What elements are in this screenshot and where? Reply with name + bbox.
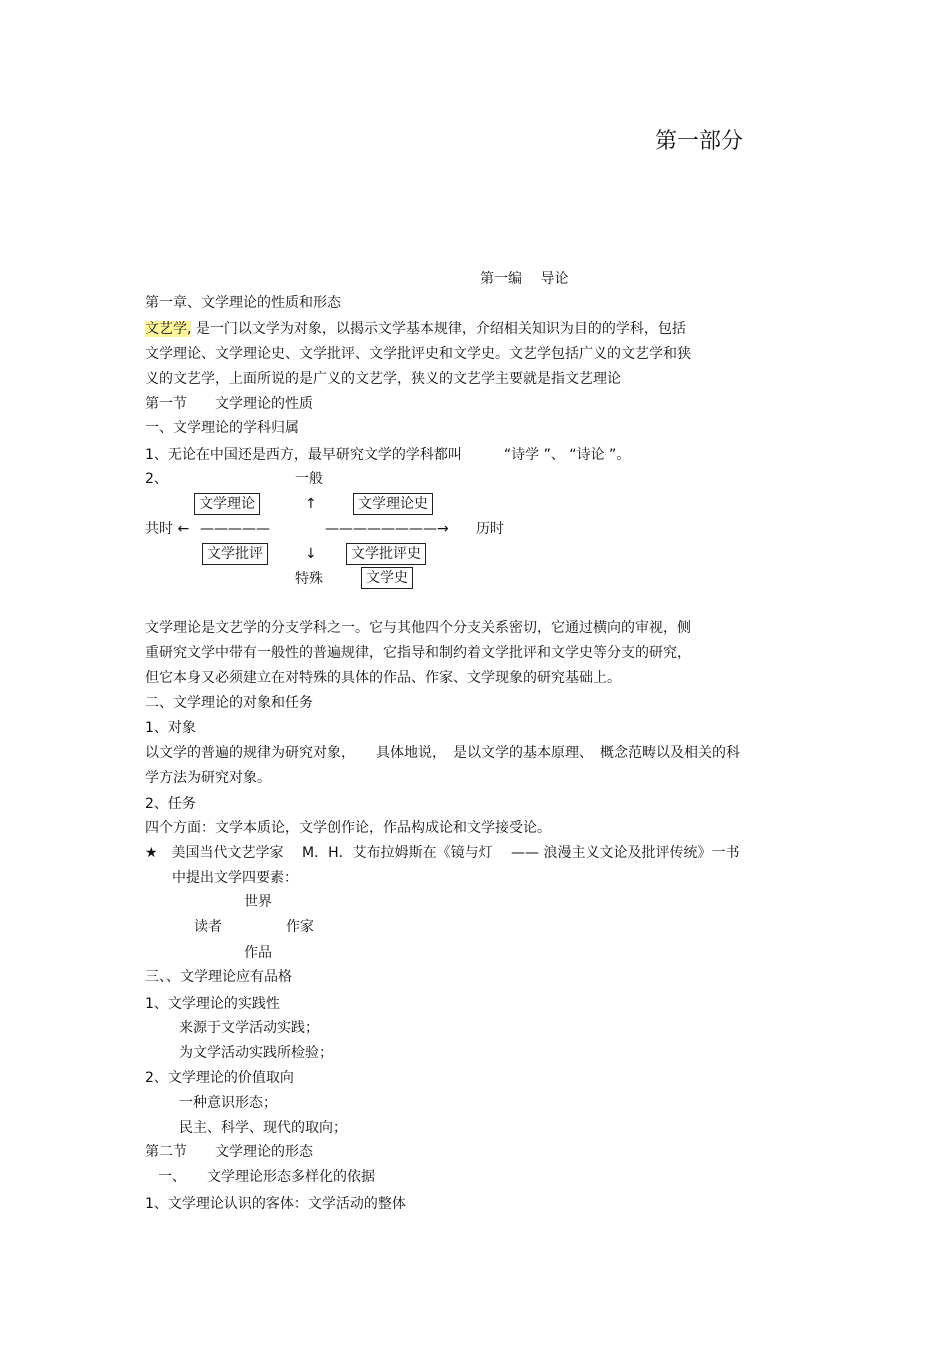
item-1: 1、无论在中国还是西方，最早研究文学的学科都叫 “诗学 ”、 “诗论 ”。 <box>145 447 631 463</box>
item-2: 2、 <box>145 471 168 487</box>
object-line-1: 以文学的普遍的规律为研究对象， 具体地说， 是以文学的基本原理、 概念范畴以及相关的科 <box>145 745 740 761</box>
practice-item-a: 来源于文学活动实践； <box>179 1020 319 1036</box>
diagram-dash-right: ————————→ <box>325 521 449 537</box>
section-2-heading: 第二节 文学理论的形态 <box>145 1144 313 1160</box>
box-literary-criticism-history: 文学批评史 <box>346 543 426 565</box>
box-literary-theory-history: 文学理论史 <box>353 493 433 515</box>
practice-item-b: 为文学活动实践所检验； <box>179 1045 333 1061</box>
section-2-subheading: 一、 文学理论形态多样化的依据 <box>158 1169 375 1185</box>
element-writer: 作家 <box>286 919 314 935</box>
subsection-2-heading: 二、文学理论的对象和任务 <box>145 695 313 711</box>
object-line-2: 学方法为研究对象。 <box>145 770 271 786</box>
part-title: 第一部分 <box>655 129 744 154</box>
chapter-heading: 第一章、文学理论的性质和形态 <box>145 295 341 311</box>
subsection-3-heading: 三、、文学理论应有品格 <box>145 969 292 985</box>
box-literary-theory: 文学理论 <box>194 493 260 515</box>
diagram-synchronic-label: 共时 ← <box>145 521 190 537</box>
section-2-item-1: 1、文学理论认识的客体：文学活动的整体 <box>145 1196 406 1212</box>
value-item-b: 民主、科学、现代的取向； <box>179 1120 347 1136</box>
paragraph-line-3: 但它本身又必须建立在对特殊的具体的作品、作家、文学现象的研究基础上。 <box>145 670 621 686</box>
definition-line-2: 文学理论、文学理论史、文学批评、文学批评史和文学史。文艺学包括广义的文艺学和狭 <box>145 346 691 362</box>
down-arrow-icon: ↓ <box>305 546 317 562</box>
value-title: 2、文学理论的价值取向 <box>145 1070 294 1086</box>
star-line-1: ★ 美国当代文艺学家 M．H．艾布拉姆斯在《镜与灯 —— 浪漫主义文论及批评传统》一书 <box>145 845 740 861</box>
paragraph-line-2: 重研究文学中带有一般性的普遍规律，它指导和制约着文学批评和文学史等分支的研究， <box>145 645 691 661</box>
star-line-2: 中提出文学四要素： <box>172 870 298 886</box>
practice-title: 1、文学理论的实践性 <box>145 996 280 1012</box>
definition-text: 是一门以文学为对象，以揭示文学基本规律，介绍相关知识为目的的学科，包括 <box>195 321 686 337</box>
paragraph-line-1: 文学理论是文艺学的分支学科之一。它与其他四个分支关系密切，它通过横向的审视，侧 <box>145 620 691 636</box>
diagram-dash-left: ————— <box>200 521 270 537</box>
up-arrow-icon: ↑ <box>305 496 317 512</box>
object-title: 1、对象 <box>145 720 196 736</box>
section-1-heading: 第一节 文学理论的性质 <box>145 396 313 412</box>
task-title: 2、任务 <box>145 796 196 812</box>
volume-title: 第一编 导论 <box>480 271 569 287</box>
value-item-a: 一种意识形态； <box>179 1095 277 1111</box>
highlighted-term: 文艺学, <box>145 321 192 337</box>
element-world: 世界 <box>244 894 272 910</box>
box-literary-history: 文学史 <box>361 567 413 589</box>
box-literary-criticism: 文学批评 <box>202 543 268 565</box>
element-work: 作品 <box>244 945 272 961</box>
diagram-special-label: 特殊 <box>295 571 323 587</box>
subsection-1-heading: 一、文学理论的学科归属 <box>145 420 299 436</box>
diagram-general-label: 一般 <box>295 471 323 487</box>
diagram-diachronic-label: 历时 <box>476 521 504 537</box>
element-reader: 读者 <box>194 919 222 935</box>
definition-line-3: 义的文艺学，上面所说的是广义的文艺学，狭义的文艺学主要就是指文艺理论 <box>145 371 621 387</box>
definition-line-1 <box>145 320 686 338</box>
task-line: 四个方面：文学本质论，文学创作论，作品构成论和文学接受论。 <box>145 820 551 836</box>
